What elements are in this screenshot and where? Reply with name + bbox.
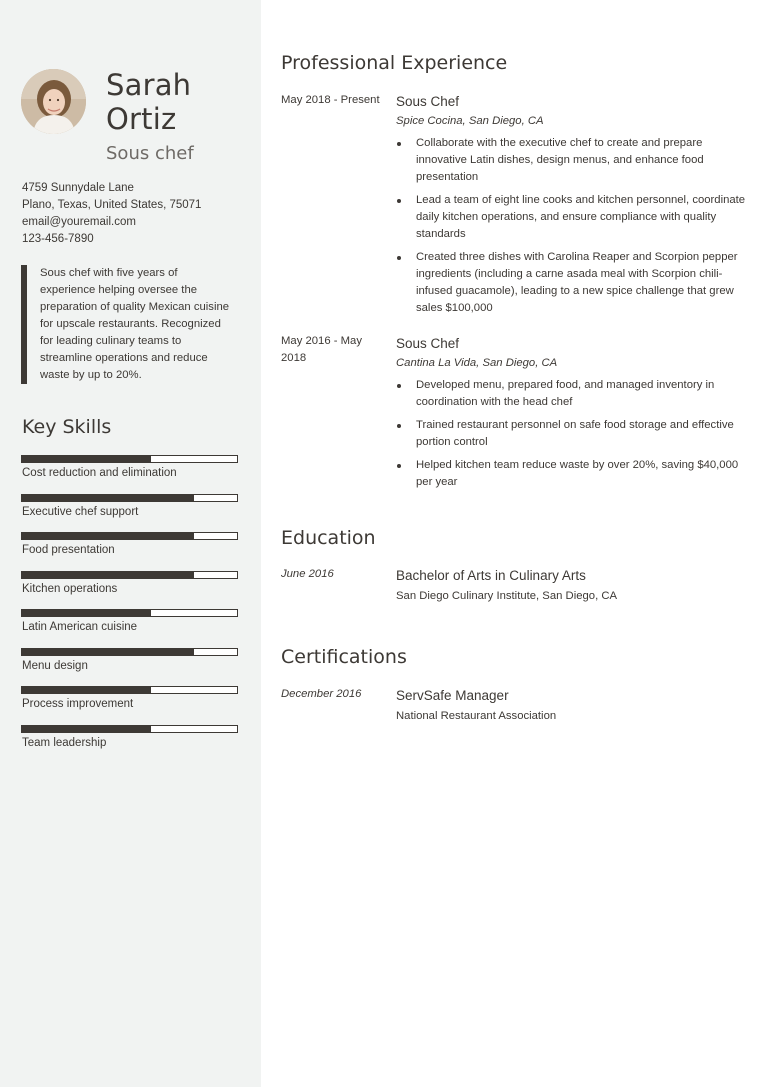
skill-level-bar <box>21 648 238 656</box>
skill-level-bar <box>21 532 238 540</box>
skill-level-bar <box>21 571 238 579</box>
skill-level-fill <box>22 610 151 616</box>
experience-heading: Professional Experience <box>281 52 508 74</box>
bullet-item: Collaborate with the executive chef to create and prepare innovative Latin dishes, design menus, and enhance food presentation <box>396 135 746 186</box>
sidebar <box>0 0 261 1087</box>
skill-item <box>21 609 238 648</box>
skill-level-fill <box>22 649 194 655</box>
skill-level-bar <box>21 725 238 733</box>
skill-label: Kitchen operations <box>22 582 118 595</box>
job-2-date: May 2016 - May 2018 <box>281 335 362 364</box>
skills-heading: Key Skills <box>22 416 112 438</box>
job-1-employer: Spice Cocina, San Diego, CA <box>396 115 544 127</box>
skill-item <box>21 571 238 610</box>
certification-date: December 2016 <box>281 688 362 700</box>
job-2-role: Sous Chef <box>396 336 460 351</box>
certifications-heading: Certifications <box>281 646 407 668</box>
skill-level-bar <box>21 609 238 617</box>
skill-label: Latin American cuisine <box>22 621 138 633</box>
bullet-item: Lead a team of eight line cooks and kitchen personnel, coordinate daily kitchen operations, and ensure compliance with quality standards <box>396 192 746 243</box>
job-1-bullets <box>396 135 746 323</box>
skill-item <box>21 648 238 687</box>
skill-item <box>21 532 238 571</box>
profile-photo-image <box>21 69 86 134</box>
skill-level-bar <box>21 494 238 502</box>
job-1-date: May 2018 - Present <box>281 94 380 106</box>
address-line-1: 4759 Sunnydale Lane <box>22 182 134 194</box>
job-1-role: Sous Chef <box>396 94 460 109</box>
contact-info <box>22 180 201 248</box>
skill-level-fill <box>22 456 151 462</box>
skill-level-fill <box>22 726 151 732</box>
skill-level-bar <box>21 455 238 463</box>
skill-label: Process improvement <box>22 698 134 710</box>
address-line-2: Plano, Texas, United States, 75071 <box>22 199 202 211</box>
education-degree: Bachelor of Arts in Culinary Arts <box>396 568 586 583</box>
skill-level-fill <box>22 687 151 693</box>
email: email@youremail.com <box>22 216 136 228</box>
skill-level-fill <box>22 533 194 539</box>
skill-label: Food presentation <box>22 544 115 556</box>
phone: 123-456-7890 <box>22 233 94 245</box>
skill-label: Executive chef support <box>22 505 139 518</box>
education-school: San Diego Culinary Institute, San Diego, CA <box>396 590 618 602</box>
skill-item <box>21 455 238 494</box>
job-2-employer: Cantina La Vida, San Diego, CA <box>396 357 558 369</box>
bullet-item: Created three dishes with Carolina Reaper and Scorpion pepper ingredients (including a carne asada meal with Scorpion chili-infused guacamole), leading to a new spice challenge that grew sales $100,000 <box>396 249 746 317</box>
skill-label: Team leadership <box>22 736 107 749</box>
last-name: Ortiz <box>106 102 177 136</box>
job-2-bullets <box>396 377 746 497</box>
bullet-item: Trained restaurant personnel on safe food storage and effective portion control <box>396 417 746 451</box>
first-name: Sarah <box>106 68 192 102</box>
skill-item <box>21 494 238 533</box>
skill-label: Menu design <box>22 659 88 672</box>
skill-item <box>21 686 238 725</box>
education-date: June 2016 <box>281 568 334 580</box>
education-heading: Education <box>281 527 376 549</box>
skill-item <box>21 725 238 764</box>
summary: Sous chef with five years of experience helping oversee the preparation of quality Mexican cuisine for upscale restaurants. Recognized for leading culinary teams to streamline operations and reduce waste by up to 20%. <box>21 265 233 384</box>
job-title: Sous chef <box>106 143 194 164</box>
skill-label: Cost reduction and elimination <box>22 467 177 479</box>
bullet-item: Developed menu, prepared food, and managed inventory in coordination with the head chef <box>396 377 746 411</box>
certification-issuer: National Restaurant Association <box>396 710 557 722</box>
bullet-item: Helped kitchen team reduce waste by over 20%, saving $40,000 per year <box>396 457 746 491</box>
skill-level-fill <box>22 495 194 501</box>
skill-level-fill <box>22 572 194 578</box>
skills-list <box>21 455 238 763</box>
profile-photo <box>21 69 86 134</box>
certification-name: ServSafe Manager <box>396 688 509 703</box>
skill-level-bar <box>21 686 238 694</box>
